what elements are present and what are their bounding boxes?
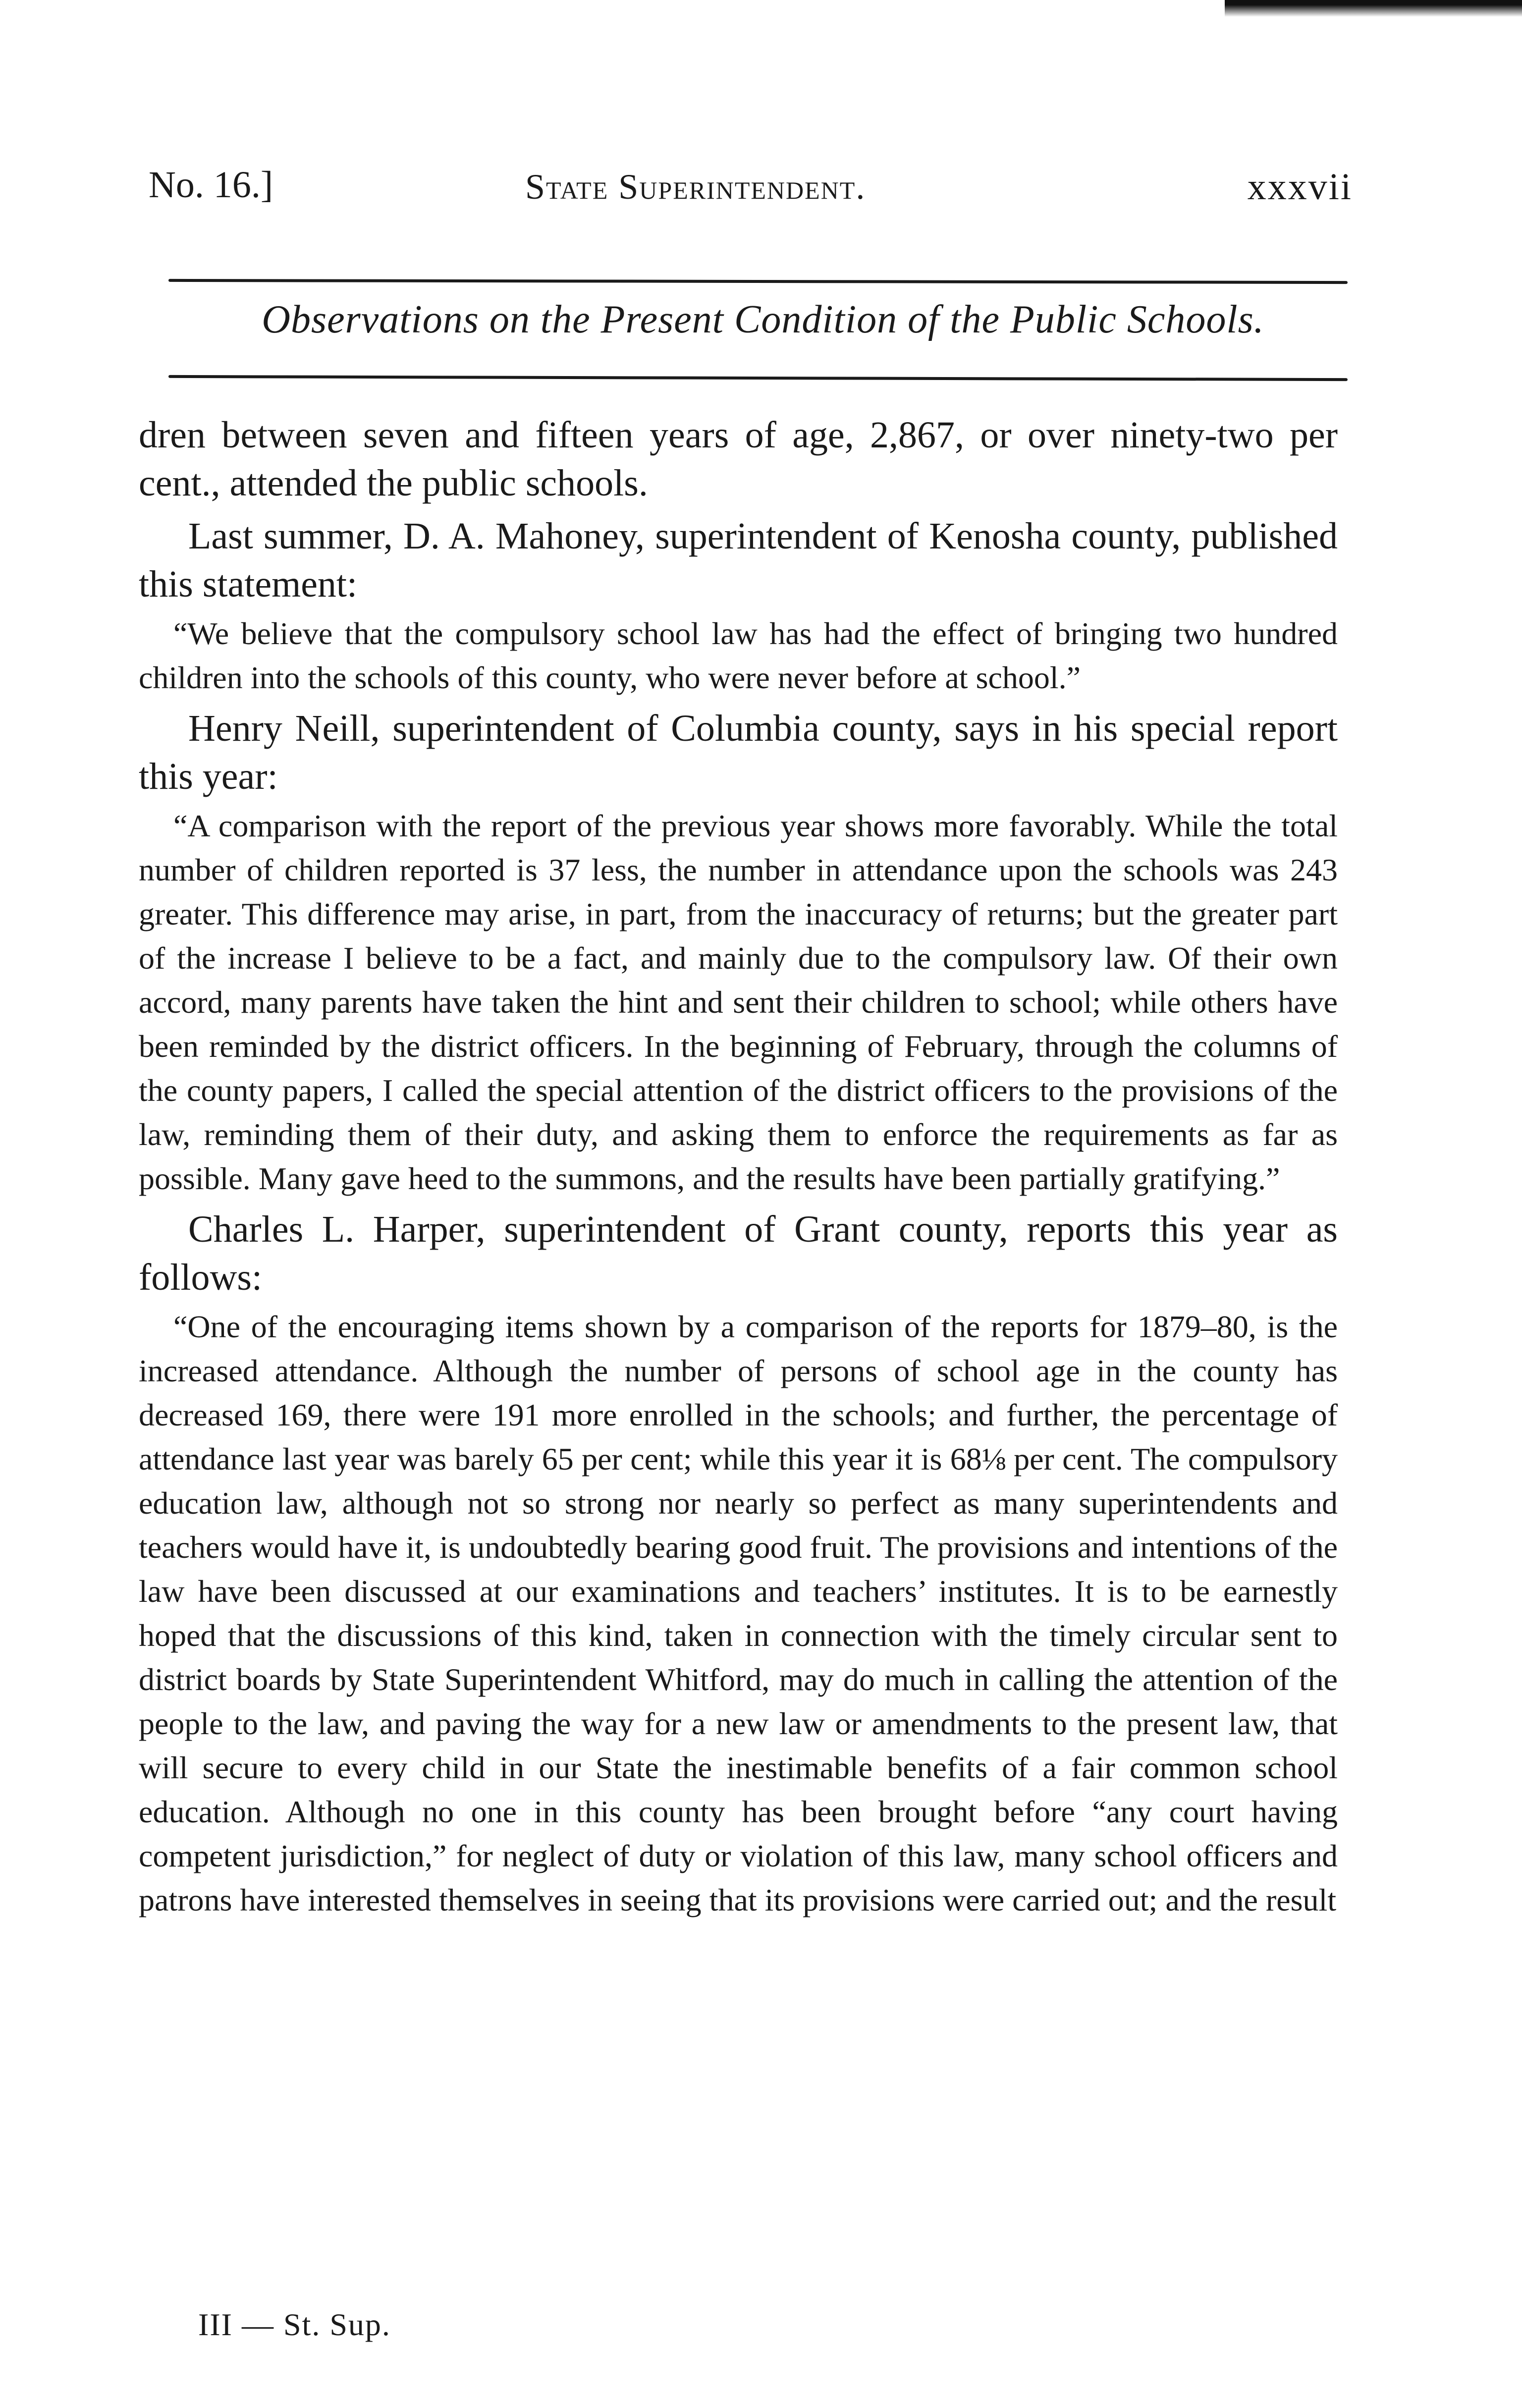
header-rule-top	[168, 279, 1348, 284]
block-quote: “We believe that the compulsory school law has had the effect of bringing two hundred children into the schools of this county, who were never before at school.”	[139, 616, 1338, 695]
body-text	[139, 411, 1338, 1926]
page-number: xxxvii	[1247, 166, 1353, 208]
running-header	[149, 164, 1353, 223]
paragraph: Charles L. Harper, superintendent of Grant county, reports this year as follows:	[139, 1208, 1338, 1298]
block-quote: “One of the encouraging items shown by a comparison of the reports for 1879–80, is the increased attendance. Although the number of persons of school age in the county has decreased 169, there were 191 more enrolled in the schools; and further, the percentage of attendance last year was barely 65 per cent; while this year it is 68⅛ per cent. The compulsory education law, although not so strong nor nearly so perfect as many superintendents and teachers would have it, is undoubtedly bearing good fruit. The provisions and intentions of the law have been discussed at our examinations and teachers’ institutes. It is to be earnestly hoped that the discussions of this kind, taken in connection with the timely circular sent to district boards by State Superintendent Whitford, may do much in calling the attention of the people to the law, and paving the way for a new law or amendments to the present law, that will secure to every child in our State the inestimable benefits of a fair common school education. Although no one in this county has been brought before “any court having competent jurisdiction,” for neglect of duty or violation of this law, many school officers and patrons have interested themselves in seeing that its provisions were carried out; and the result	[139, 1309, 1338, 1917]
signature-mark: III — St. Sup.	[198, 2307, 391, 2342]
paragraph: Last summer, D. A. Mahoney, superintendent of Kenosha county, published this statement:	[139, 515, 1338, 605]
paragraph: dren between seven and fifteen years of age, 2,867, or over ninety-two per cent., attended the public schools.	[139, 414, 1338, 504]
block-quote: “A comparison with the report of the previous year shows more favorably. While the total number of children reported is 37 less, the number in attendance upon the schools was 243 greater. This difference may arise, in part, from the inaccuracy of returns; but the greater part of the increase I believe to be a fact, and mainly due to the compulsory law. Of their own accord, many parents have taken the hint and sent their children to school; while others have been reminded by the district officers. In the beginning of February, through the columns of the county papers, I called the special attention of the district officers to the provisions of the law, reminding them of their duty, and asking them to enforce the requirements as far as possible. Many gave heed to the summons, and the results have been partially gratifying.”	[139, 808, 1338, 1196]
document-number: No. 16.]	[149, 164, 273, 206]
header-title: State Superintendent.	[525, 167, 866, 207]
paragraph: Henry Neill, superintendent of Columbia county, says in his special report this year:	[139, 708, 1338, 797]
scan-edge-mark	[1225, 0, 1522, 17]
header-rule-bottom	[168, 375, 1348, 381]
section-subheading: Observations on the Present Condition of the Public Schools.	[262, 298, 1264, 341]
